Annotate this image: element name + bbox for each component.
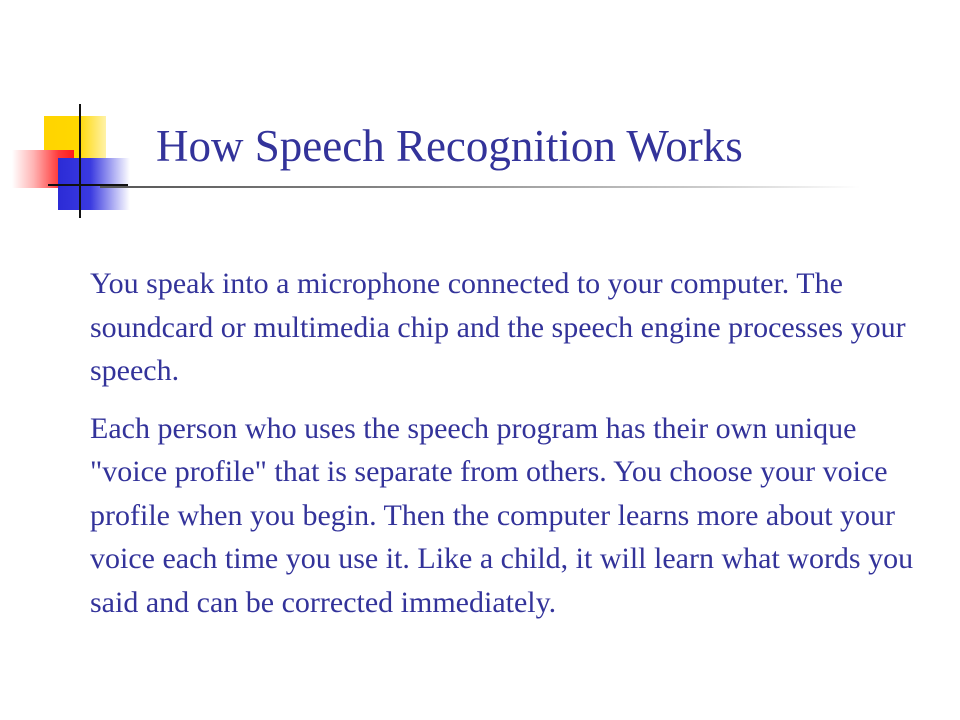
slide-logo-decoration <box>0 0 170 230</box>
title-underline <box>100 186 860 188</box>
slide-body <box>90 262 930 624</box>
slide-title: How Speech Recognition Works <box>156 121 743 171</box>
vertical-line-shape <box>79 104 81 218</box>
body-paragraph-2: Each person who uses the speech program has their own unique "voice profile" that is separate from others. You choose your voice profile when you begin. Then the computer learns more about your voice each time you use it. Like a child, it will learn what words you said and can be corrected immediately. <box>90 411 914 619</box>
body-paragraph-1: You speak into a microphone connected to your computer. The soundcard or multimedia chip and the speech engine processes your speech. <box>90 267 906 387</box>
